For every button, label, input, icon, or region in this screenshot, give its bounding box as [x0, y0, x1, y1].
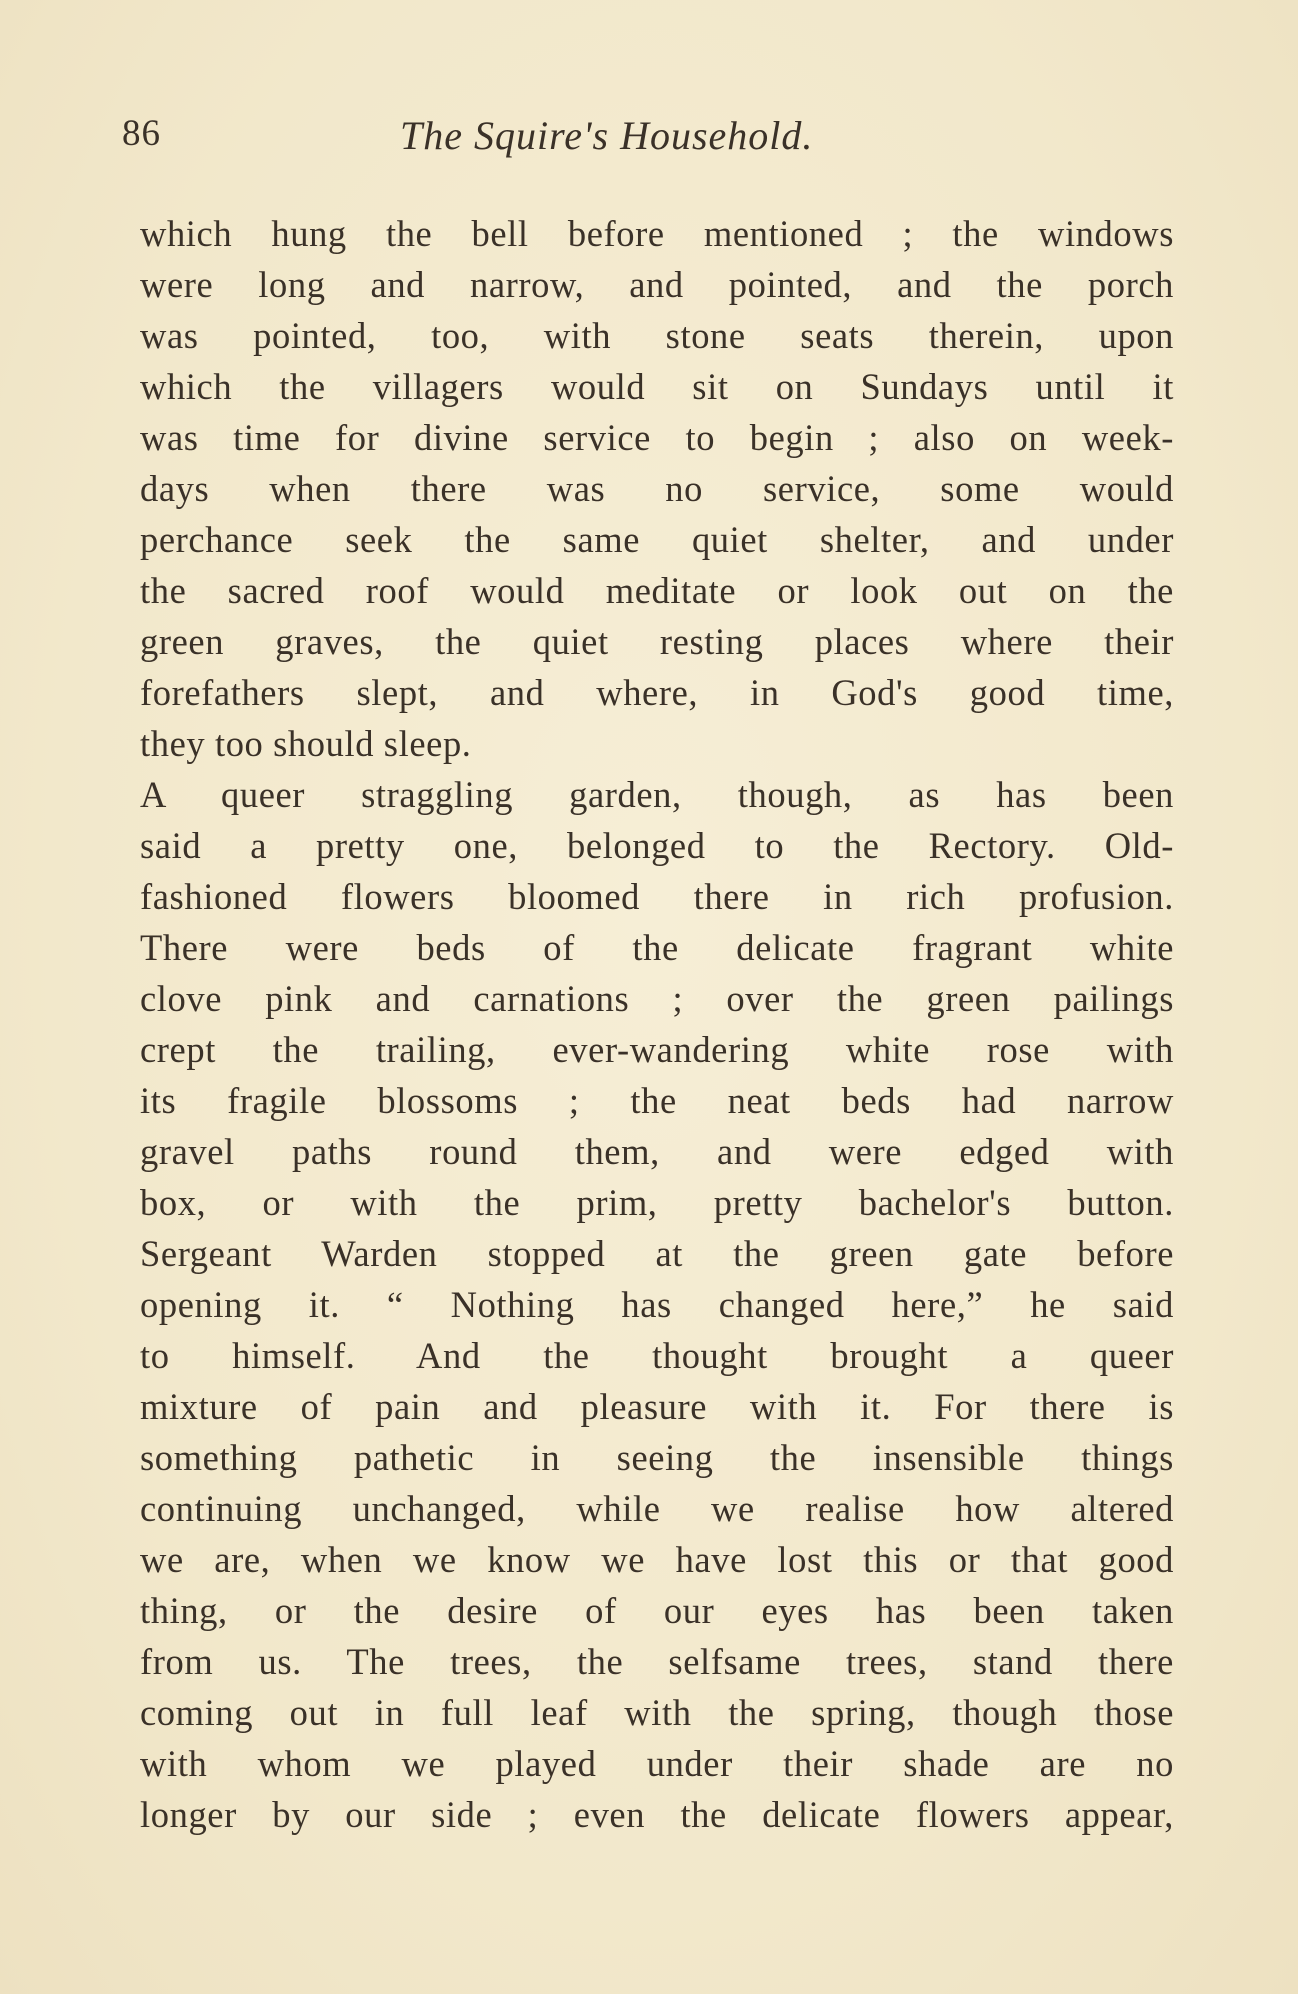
text-line: the sacred roof would meditate or look out on the	[140, 570, 1174, 611]
text-line: A queer straggling garden, though, as has been	[140, 774, 1174, 815]
text-line: thing, or the desire of our eyes has been taken	[140, 1590, 1174, 1631]
text-line: forefathers slept, and where, in God's good time,	[140, 672, 1174, 713]
text-line: something pathetic in seeing the insensible things	[140, 1437, 1174, 1478]
text-line: they too should sleep.	[140, 723, 472, 764]
running-title: The Squire's Household.	[400, 113, 814, 158]
body-text	[140, 208, 1174, 1840]
text-line: longer by our side ; even the delicate flowers appear,	[140, 1794, 1174, 1835]
text-line: from us. The trees, the selfsame trees, stand there	[140, 1641, 1174, 1682]
text-line: its fragile blossoms ; the neat beds had narrow	[140, 1080, 1174, 1121]
text-line: was time for divine service to begin ; also on week-	[140, 417, 1174, 458]
text-line: was pointed, too, with stone seats therein, upon	[140, 315, 1174, 356]
text-line: said a pretty one, belonged to the Rectory. Old-	[140, 825, 1174, 866]
text-line: fashioned flowers bloomed there in rich profusion.	[140, 876, 1174, 917]
text-line: perchance seek the same quiet shelter, and under	[140, 519, 1174, 560]
text-line: with whom we played under their shade are no	[140, 1743, 1174, 1784]
text-line: gravel paths round them, and were edged with	[140, 1131, 1174, 1172]
text-line: green graves, the quiet resting places where their	[140, 621, 1174, 662]
text-line: coming out in full leaf with the spring, though those	[140, 1692, 1174, 1733]
text-line: which the villagers would sit on Sundays until it	[140, 366, 1174, 407]
text-line: which hung the bell before mentioned ; the windows	[140, 213, 1174, 254]
text-line: box, or with the prim, pretty bachelor's button.	[140, 1182, 1174, 1223]
text-line: continuing unchanged, while we realise how altered	[140, 1488, 1174, 1529]
text-line: There were beds of the delicate fragrant white	[140, 927, 1174, 968]
text-line: opening it. “ Nothing has changed here,” he said	[140, 1284, 1174, 1325]
text-line: were long and narrow, and pointed, and the porch	[140, 264, 1174, 305]
text-line: we are, when we know we have lost this or that good	[140, 1539, 1174, 1580]
page-number: 86	[122, 113, 161, 154]
text-line: to himself. And the thought brought a queer	[140, 1335, 1174, 1376]
text-line: Sergeant Warden stopped at the green gate before	[140, 1233, 1174, 1274]
text-line: mixture of pain and pleasure with it. For there is	[140, 1386, 1174, 1427]
text-line: crept the trailing, ever-wandering white rose with	[140, 1029, 1174, 1070]
text-line: clove pink and carnations ; over the green pailings	[140, 978, 1174, 1019]
page-header	[122, 112, 1142, 172]
text-line: days when there was no service, some would	[140, 468, 1174, 509]
